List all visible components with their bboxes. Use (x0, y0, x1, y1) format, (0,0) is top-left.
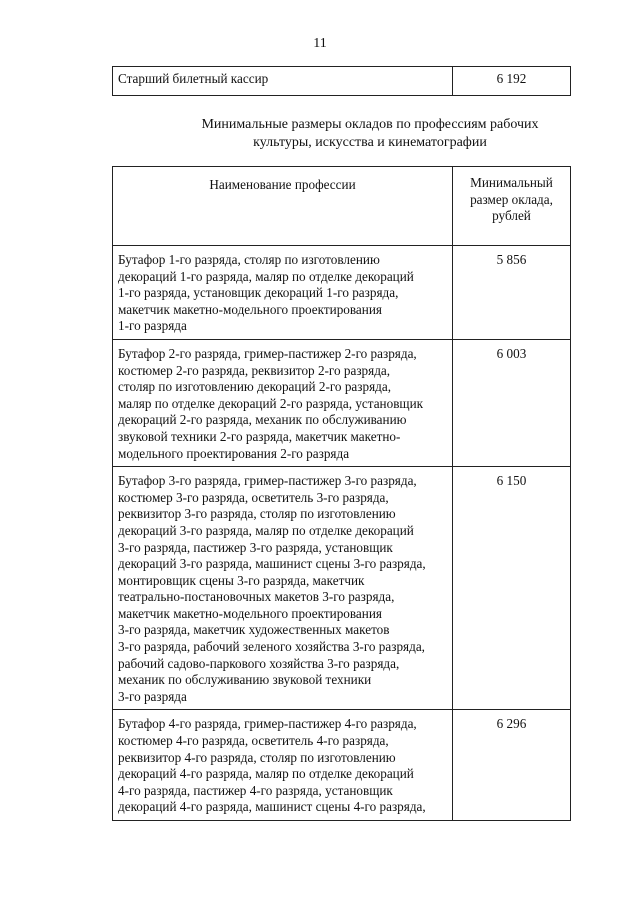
profession-text-line: костюмер 2-го разряда, реквизитор 2-го разряда, (118, 362, 391, 378)
profession-text-line: Бутафор 1-го разряда, столяр по изготовлению (118, 252, 380, 267)
profession-name-cell (113, 467, 453, 710)
profession-text-line: звуковой техники 2-го разряда, макетчик макетно- (118, 428, 401, 444)
section-title-line: Минимальные размеры окладов по профессиям рабочих (201, 117, 539, 132)
profession-text-line: декораций 4-го разряда, машинист сцены 4-го разряда, (118, 799, 426, 815)
continued-salary-table (112, 66, 571, 96)
profession-text-line: костюмер 4-го разряда, осветитель 4-го разряда, (118, 733, 389, 749)
profession-text-line: реквизитор 3-го разряда, столяр по изготовлению (118, 506, 396, 522)
header-line: Минимальный (470, 175, 553, 190)
profession-text-line: реквизитор 4-го разряда, столяр по изготовлению (118, 749, 396, 765)
column-header-salary (453, 167, 571, 246)
profession-text-line: 3-го разряда, рабочий зеленого хозяйства 3-го разряда, (118, 639, 425, 655)
section-title-line: культуры, искусства и кинематографии (253, 135, 487, 150)
profession-text-line: декораций 3-го разряда, машинист сцены 3-го разряда, (118, 556, 426, 572)
profession-name-cell (113, 246, 453, 340)
profession-text-line: декораций 3-го разряда, маляр по отделке декораций (118, 522, 414, 538)
profession-text-line: 1-го разряда (118, 318, 187, 334)
table-row (113, 67, 571, 96)
profession-text-line: Бутафор 3-го разряда, гример-пастижер 3-го разряда, (118, 473, 417, 489)
profession-text-line: 3-го разряда (118, 688, 187, 704)
page-number: 11 (313, 36, 327, 51)
table-row (113, 710, 571, 821)
salary-value-cell: 6 003 (453, 339, 571, 466)
profession-text-line: 3-го разряда, пастижер 3-го разряда, установщик (118, 539, 393, 555)
profession-text-line: костюмер 3-го разряда, осветитель 3-го разряда, (118, 489, 389, 505)
profession-text-line: столяр по изготовлению декораций 2-го разряда, (118, 379, 391, 395)
salary-value-cell: 5 856 (453, 246, 571, 340)
profession-name-cell: Старший билетный кассир (113, 67, 453, 96)
profession-text-line: декораций 1-го разряда, маляр по отделке декораций (118, 268, 414, 284)
table-row (113, 246, 571, 340)
profession-text-line: макетчик макетно-модельного проектирования (118, 605, 382, 621)
table-row (113, 339, 571, 466)
profession-text-line: монтировщик сцены 3-го разряда, макетчик (118, 572, 365, 588)
table-row (113, 467, 571, 710)
section-title (150, 116, 590, 152)
salary-value-cell: 6 296 (453, 710, 571, 821)
profession-text-line: декораций 2-го разряда, механик по обслуживанию (118, 412, 407, 428)
salary-table-body (113, 246, 571, 821)
profession-text-line: рабочий садово-паркового хозяйства 3-го разряда, (118, 655, 400, 671)
profession-text-line: театрально-постановочных макетов 3-го разряда, (118, 589, 395, 605)
profession-text-line: Бутафор 2-го разряда, гример-пастижер 2-го разряда, (118, 345, 417, 361)
profession-text-line: маляр по отделке декораций 2-го разряда, установщик (118, 395, 424, 411)
profession-text-line: 1-го разряда, установщик декораций 1-го разряда, (118, 285, 399, 301)
profession-name-cell (113, 339, 453, 466)
profession-text-line: механик по обслуживанию звуковой техники (118, 672, 372, 688)
profession-text-line: 3-го разряда, макетчик художественных макетов (118, 622, 390, 638)
salary-value-cell: 6 192 (453, 67, 571, 96)
profession-name-cell (113, 710, 453, 821)
profession-text-line: Бутафор 4-го разряда, гример-пастижер 4-го разряда, (118, 716, 417, 732)
profession-text-line: 4-го разряда, пастижер 4-го разряда, установщик (118, 782, 393, 798)
header-line: размер оклада, (470, 191, 553, 207)
salary-value-cell: 6 150 (453, 467, 571, 710)
salary-table (112, 166, 571, 821)
header-line: рублей (492, 208, 531, 224)
column-header-profession: Наименование профессии (113, 167, 453, 246)
profession-text-line: декораций 4-го разряда, маляр по отделке декораций (118, 766, 414, 782)
table-header-row (113, 167, 571, 246)
profession-text-line: макетчик макетно-модельного проектирования (118, 301, 382, 317)
profession-text-line: модельного проектирования 2-го разряда (118, 445, 350, 461)
